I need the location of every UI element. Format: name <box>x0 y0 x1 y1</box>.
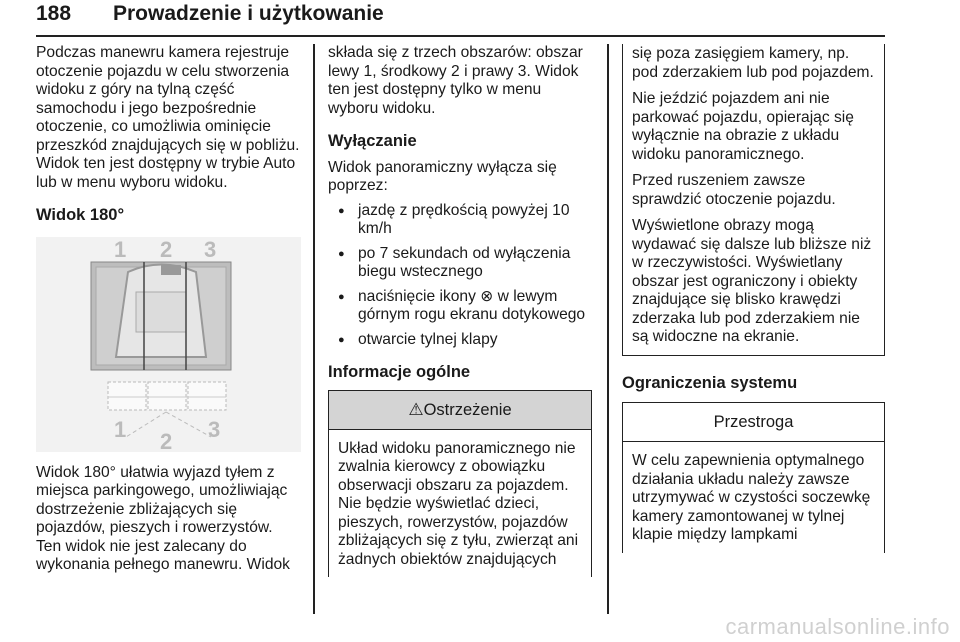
header-rule <box>36 35 885 37</box>
warning-body <box>329 430 591 578</box>
figure-label-2: 2 <box>160 236 173 262</box>
caution-text: W celu zapewnienia optymalnego działania układu należy zawsze utrzymywać w czystości soczewkę kamery zamontowanej w tylnej klapie między lampkami <box>632 452 871 543</box>
paragraph: Widok 180° ułatwia wyjazd tyłem z miejsca parkingowego, umożliwiając dostrzeżenie zbliżających się pojazdów, pieszych i rowerzystów. Ten widok nie jest zalecany do wykonania pełnego manewru. Widok <box>36 463 290 573</box>
list-item: ● otwarcie tylnej klapy <box>328 331 593 350</box>
figure-label-3: 3 <box>208 416 221 442</box>
section-heading: Wyłączanie <box>328 132 417 150</box>
list-item: ● jazdę z prędkością powyżej 10 km/h <box>328 202 593 239</box>
figure-label-1: 1 <box>114 236 127 262</box>
figure-label-3: 3 <box>204 236 217 262</box>
warning-text: Nie jeździć pojazdem ani nie parkować pojazdu, opierając się wyłącznie na obrazie z układu widoku panoramicznego. <box>632 90 854 163</box>
column-right <box>622 44 885 553</box>
paragraph: składa się z trzech obszarów: obszar lewy 1, środkowy 2 i prawy 3. Widok ten jest dostępny tylko w menu wyboru widoku. <box>328 44 583 117</box>
page-title: Prowadzenie i użytkowanie <box>113 2 384 25</box>
list-item: ● po 7 sekundach od wyłączenia biegu wstecznego <box>328 245 593 282</box>
column-divider <box>607 44 609 614</box>
figure-label-2: 2 <box>160 428 173 452</box>
list-item: ● naciśnięcie ikony ⊗ w lewym górnym rogu ekranu dotykowego <box>328 288 593 325</box>
caution-body <box>623 442 884 553</box>
watermark: carmanualsonline.info <box>725 614 950 639</box>
warning-text: Wyświetlone obrazy mogą wydawać się dalsze lub bliższe niż w rzeczywistości. Wyświetlany obszar jest ograniczony i obiekty znajdujące się blisko krawędzi zderzaka lub pod zderzakiem nie są widoczne na ekranie. <box>632 217 872 345</box>
column-divider <box>313 44 315 614</box>
warning-box-continued <box>622 44 885 356</box>
section-heading: Ograniczenia systemu <box>622 373 798 392</box>
figure-label-1: 1 <box>114 416 127 442</box>
rear-view-illustration <box>36 237 301 452</box>
warning-header <box>329 391 591 430</box>
warning-text: Przed ruszeniem zawsze sprawdzić otoczenie pojazdu. <box>632 172 836 208</box>
warning-text: się poza zasięgiem kamery, np. pod zderzakiem lub pod pojazdem. <box>632 45 874 81</box>
camera-view-diagram <box>36 237 301 452</box>
warning-text: Układ widoku panoramicznego nie zwalnia kierowcy z obowiązku obserwacji obszaru za pojazdem. Nie będzie wyświetlać dzieci, pieszych, rowerzystów, pojazdów zbliżających się z tyłu, zwierząt ani żadnych obiektów znajdujących <box>338 439 579 568</box>
warning-title: Ostrzeżenie <box>423 400 512 419</box>
paragraph: Widok panoramiczny wyłącza się poprzez: <box>328 158 557 194</box>
caution-box <box>622 402 885 553</box>
column-middle <box>328 44 593 577</box>
section-heading: Widok 180° <box>36 206 125 224</box>
paragraph: Podczas manewru kamera rejestruje otoczenie pojazdu w celu stworzenia widoku z góry na tylną część samochodu i jego bezpośrednie otoczenie, co umożliwia ominięcie przeszkód znajdujących się w pobliżu. Widok ten jest dostępny w trybie Auto lub w menu wyboru widoku. <box>36 44 300 191</box>
section-heading: Informacje ogólne <box>328 363 471 381</box>
warning-box <box>328 390 592 578</box>
caution-header: Przestroga <box>623 403 884 442</box>
warning-icon: ⚠ <box>408 399 424 419</box>
page-number: 188 <box>36 2 72 25</box>
column-left <box>36 44 301 575</box>
